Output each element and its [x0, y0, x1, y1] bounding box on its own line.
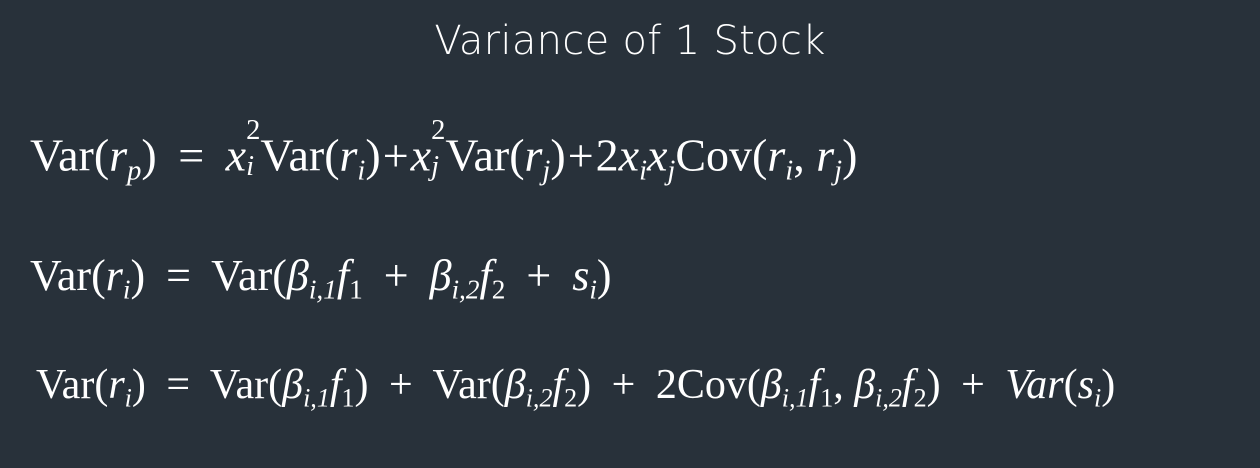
slide-title: Variance of 1 Stock	[434, 18, 826, 64]
formula-stock-variance-factor-model: $Var(r_i) = Var(\beta_{i,1}f_1 + \beta_{i,2}f_2 + s_i)$	[30, 251, 612, 305]
formula-stock-variance-expanded: $Var(r_i) = Var(\beta_{i,1}f_1) + Var(\beta_{i,2}f_2) + 2Cov(\beta_{i,1}f_1$, $\beta_{i,2}f_2) + Var(s_i)$	[36, 362, 1116, 413]
formula-portfolio-variance: $Var(r_p) = x$ 2 i $Var(r_i)+x$ 2 j $Var(r_j)+2x_ix_jCov(r_i$, $r_j$)	[30, 115, 858, 187]
